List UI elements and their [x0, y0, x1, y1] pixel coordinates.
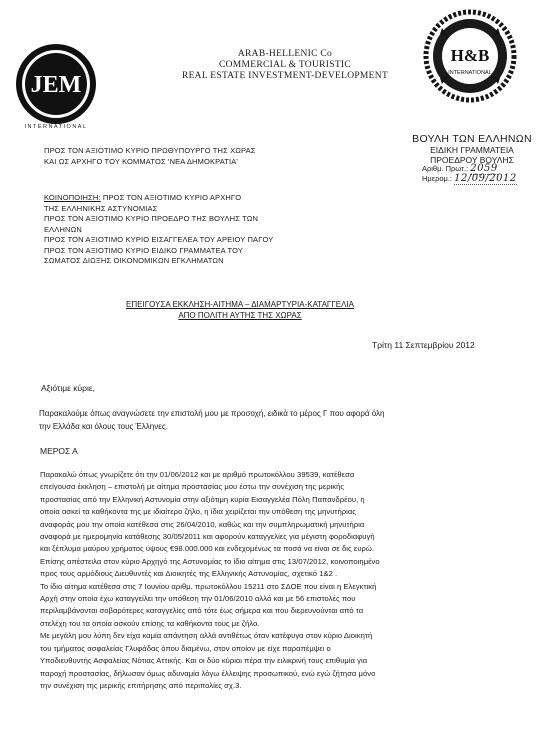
- addressee-line: ΚΑΙ ΩΣ ΑΡΧΗΓΟ ΤΟΥ ΚΟΜΜΑΤΟΣ 'ΝΕΑ ΔΗΜΟΚΡΑΤΙΑ': [44, 156, 239, 166]
- protocol-label: Αριθμ. Πρωτ.:: [422, 164, 469, 173]
- receiver-line-2: ΕΙΔΙΚΗ ΓΡΑΜΜΑΤΕΙΑ: [430, 144, 514, 155]
- subject-line-1: ΕΠΕΙΓΟΥΣΑ ΕΚΚΛΗΣΗ-ΑΙΤΗΜΑ – ΔΙΑΜΑΡΤΥΡΙΑ-ΚΑΤΑΓΓΕΛΙΑ: [126, 300, 354, 309]
- receiver-line-3: ΠΡΟΕΔΡΟΥ ΒΟΥΛΗΣ: [430, 155, 514, 165]
- jem-logo: [14, 42, 98, 126]
- hb-logo: [422, 8, 518, 104]
- body-line: επείγουσα έκκληση – επιστολή με αίτημα προστασίας μου έστω την συνέχιση της μερικής: [40, 482, 345, 492]
- company-line-1: ARAB-HELLENIC Co: [237, 49, 333, 59]
- receiver-title: ΒΟΥΛΗ ΤΩΝ ΕΛΛΗΝΩΝ: [412, 133, 532, 145]
- intro-line: την Ελλάδα και όλους τους Έλληνες.: [39, 422, 168, 431]
- body-line: αναφοράς μου την οποία κατέθεσα στις 26/04/2010, καθώς και την συμπληρωματική μηνυτήρια: [40, 519, 365, 529]
- body-line: Το ίδιο αίτημα κατέθεσα στις 7 Ιουνίου αριθμ. πρωτοκόλλου 15211 στο ΣΔΟΕ που είναι η Ελεγκτική: [40, 581, 377, 591]
- cc-line: ΠΡΟΣ ΤΟΝ ΑΞΙΟΤΙΜΟ ΚΥΡΙΟ ΠΡΟΕΔΡΟ ΤΗΣ ΒΟΥΛΗΣ ΤΩΝ: [44, 214, 259, 223]
- body-line: αναφορά με ημερομηνία κατάθεσης 30/05/2011 και αφορούν καταγγελίες για μέγιστη φοροδιαφυγή: [40, 532, 375, 542]
- body-line: Με μεγάλη μου λύπη δεν είχα καμία απάντηση αλλά αντιθέτως όταν κατέφυγα στον κύριο Διοικητή: [40, 631, 373, 641]
- protocol-number: 2059: [470, 163, 498, 174]
- protocol-stamp: [422, 164, 517, 184]
- addressee-line: ΠΡΟΣ ΤΟΝ ΑΞΙΟΤΙΜΟ ΚΥΡΙΟ ΠΡΩΘΥΠΟΥΡΓΟ ΤΗΣ ΧΩΡΑΣ: [44, 146, 256, 155]
- body-line: προστασίας από την Ελληνική Αστυνομία στην αξιότιμη κυρία Εισαγγελέα Πόλη Παπανδρέου, η: [40, 494, 365, 504]
- body-line: την συνέχιση της μερικής επιτήρησης από περιπολίες σχ.3.: [40, 680, 242, 690]
- body-line: οποία ασκεί τα καθήκοντα της με ιδιαίτερο ζήλο, η ίδια χειρίζεται την υπόθεση της μηνυτήριας: [40, 507, 357, 517]
- body-line: παροχή προστασίας, δήλωσαν όμως αδυναμία λόγω έλλειψης προσωπικού, ενώ εγώ ζήτησα μόνο: [40, 668, 376, 678]
- intro-paragraph: [39, 407, 519, 433]
- salutation: Αξιότιμε κύριε,: [41, 383, 96, 393]
- protocol-date: 12/09/2012: [454, 173, 517, 184]
- company-line-3: REAL ESTATE INVESTMENT-DEVELOPMENT: [181, 71, 389, 81]
- company-header: [150, 49, 420, 82]
- body-line: Επίσης απέστειλα στον κύριο Αρχηγό της Αστυνομίας το ίδιο αίτημα στις 13/07/2012, κοινοποιημένο: [40, 556, 380, 566]
- cc-label: ΚΟΙΝΟΠΟΙΗΣΗ:: [44, 193, 101, 202]
- jem-logo-caption: INTERNATIONAL: [24, 124, 88, 130]
- body-line: προς τους αρμόδιους Διευθυντές και Διοικητές της Ελληνικής Αστυνομίας, σχετικό 1&2 .: [40, 569, 338, 579]
- receiver-block: [402, 134, 542, 166]
- cc-line: ΠΡΟΣ ΤΟΝ ΑΞΙΟΤΙΜΟ ΚΥΡΙΟ ΕΙΣΑΓΓΕΛΕΑ ΤΟΥ ΑΡΕΙΟΥ ΠΑΓΟΥ: [44, 235, 274, 244]
- body-line: στελέχη του τα οποία ασκούν επίσης τα καθήκοντα τους με ζήλο.: [40, 618, 260, 628]
- hb-logo-text: H&B: [450, 46, 490, 65]
- cc-line: ΠΡΟΣ ΤΟΝ ΑΞΙΟΤΙΜΟ ΚΥΡΙΟ ΑΡΧΗΓΟ: [102, 193, 242, 202]
- cc-line: ΠΡΟΣ ΤΟΝ ΑΞΙΟΤΙΜΟ ΚΥΡΙΟ ΕΙΔΙΚΟ ΓΡΑΜΜΑΤΕΑ ΤΟΥ: [44, 245, 243, 255]
- letter-date: Τρίτη 11 Σεπτεμβρίου 2012: [372, 340, 475, 350]
- hb-logo-caption: INTERNATIONAL: [448, 70, 492, 76]
- body-line: και ξέπλυμα μαύρου χρήματος ύψους €98.000.000 και ενδεχομένως τα ποσά να είναι σε δις ευρώ.: [40, 544, 375, 554]
- body-line: του τμήματος ασφαλείας Γλυφάδας όπου διαμένω, στον οποίον με είχε παραπέμψει ο: [40, 643, 331, 653]
- intro-line: Παρακαλούμε όπως αναγνώσετε την επιστολή μου με προσοχή, ειδικά το μέρος Γ που αφορά όλη: [39, 409, 385, 418]
- subject: [90, 299, 390, 321]
- protocol-date-label: Ημερομ.:: [422, 174, 453, 183]
- cc-line: ΤΗΣ ΕΛΛΗΝΙΚΗΣ ΑΣΤΥΝΟΜΙΑΣ: [44, 203, 158, 213]
- body-line: Παρακαλώ όπως γνωρίζετε ότι την 01/06/2012 και με αριθμό πρωτοκόλλου 39539, κατέθεσα: [40, 470, 355, 479]
- section-title: ΜΕΡΟΣ Α: [40, 446, 78, 456]
- company-line-2: COMMERCIAL & TOURISTIC: [218, 60, 352, 70]
- body-line: Υποδιευθυντής Ασφαλείας Νότιας Αττικής. Και οι δύο κύριοι πέρα την ειλικρινή τους επιθυμία για: [40, 656, 368, 666]
- addressee-primary: [44, 146, 364, 167]
- jem-logo-text: JEM: [30, 72, 82, 98]
- body-line: περιλαμβάνονται σοβαρότερες καταγγελίες από τότε έως σήμερα και που διερευνούνται από τα: [40, 606, 364, 616]
- cc-line: ΣΩΜΑΤΟΣ ΔΙΩΞΗΣ ΟΙΚΟΝΟΜΙΚΩΝ ΕΓΚΛΗΜΑΤΩΝ: [44, 256, 224, 265]
- body-paragraph: [40, 469, 530, 692]
- addressee-cc: [44, 193, 364, 267]
- cc-line: ΕΛΛΗΝΩΝ: [44, 224, 82, 234]
- body-line: Αρχή στην οποία έχω καταγγείλει την υπόθεση την 01/06/2010 αλλά και με 56 επιστολές που: [40, 594, 356, 604]
- subject-line-2: ΑΠΟ ΠΟΛΙΤΗ ΑΥΤΗΣ ΤΗΣ ΧΩΡΑΣ: [178, 311, 302, 320]
